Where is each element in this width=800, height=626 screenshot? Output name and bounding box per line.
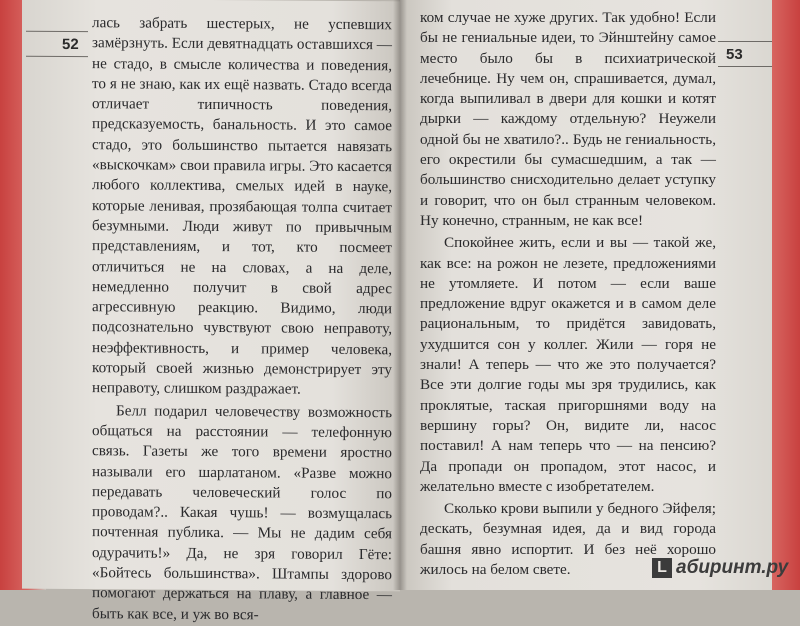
labirint-watermark — [652, 556, 788, 580]
left-page — [22, 0, 400, 623]
paragraph: Спокойнее жить, если и вы — такой же, как все: на рожон не лезете, предложениями не утомляете. И потом — если ваше предложение вдруг окажется и в самом деле рациональным, то придётся завидовать, ухудшится сон у коллег. Жили — горя не знали! А теперь — что же это получается? Все эти долгие годы мы зря трудились, как проклятые, таская пригоршнями воду на вершину горы? Он, видите ли, насос поставил! А нам теперь что — на пенсию? Да пропади он пропадом, этот насос, и желательно вместе с изобретателем. — [420, 234, 716, 495]
header-rule-bottom — [26, 56, 88, 57]
paragraph: ком случае не хуже других. Так удобно! Если бы не гениальные идеи, то Эйнштейну самое место было бы в психиатрической лечебнице. Ну чем он, спрашивается, думал, когда выпиливал в двери для кошки и котят дырки — каждому отдельную? Неужели одной бы не хватило?.. Будь не гениальность, его окрестили бы сумасшедшим, а так — большинство снисходительно делает уступку и говорит, что он был странным человеком. Ну конечно, странным, не как все! — [420, 9, 716, 229]
page-number: 52 — [62, 35, 79, 54]
right-page — [400, 0, 772, 590]
paragraph: Белл подарил человечеству возможность общаться на расстоянии — телефонную связь. Газеты же того времени яростно называли его шарлатаном. «Разве можно передавать человеческий голос по проводам?.. Какая чушь! — возмущалась почтенная публика. — Мы не дадим себя одурачить!» Да, не зря говорил Гёте: «Бойтесь большинства». Штампы здорово помогают держаться на плаву, а главное — быть как все, и уж во вся- — [92, 401, 392, 623]
page-number: 53 — [726, 46, 743, 63]
book-gutter — [393, 0, 407, 590]
labirint-logo-icon: L — [652, 558, 672, 578]
page-text — [92, 13, 392, 626]
header-rule-top — [26, 31, 88, 32]
header-rule-bottom — [718, 66, 772, 67]
watermark-text: абиринт.ру — [676, 557, 789, 578]
paragraph: лась забрать шестерых, не успевших замёрзнуть. Если девятнадцать оставшихся — не стадо, в смысле количества и поведения, то я не знаю, как их ещё назвать. Стадо всегда отличает типичность поведения, предсказуемость, банальность. И это самое стадо, это большинство пытается навязать «выскочкам» свои правила игры. Это касается любого коллектива, смелых идей в науке, которые ленивая, прозябающая толпа считает безумными. Люди живут по привычным представлениям, и тот, кто посмеет отличиться не на словах, а на деле, немедленно получит в свой адрес агрессивную реакцию. Видимо, люди подсознательно чувствуют свою неправоту, неэффективность, и пример человека, который своей жизнью демонстрирует эту неправоту, слишком раздражает. — [92, 14, 392, 398]
paragraph: Сколько крови выпили у бедного Эйфеля; дескать, безумная идея, да и вид города башня явно испортит. И без неё хорошо жилось на белом свете. — [420, 500, 716, 579]
header-rule-top — [718, 41, 772, 42]
page-text — [420, 8, 716, 580]
